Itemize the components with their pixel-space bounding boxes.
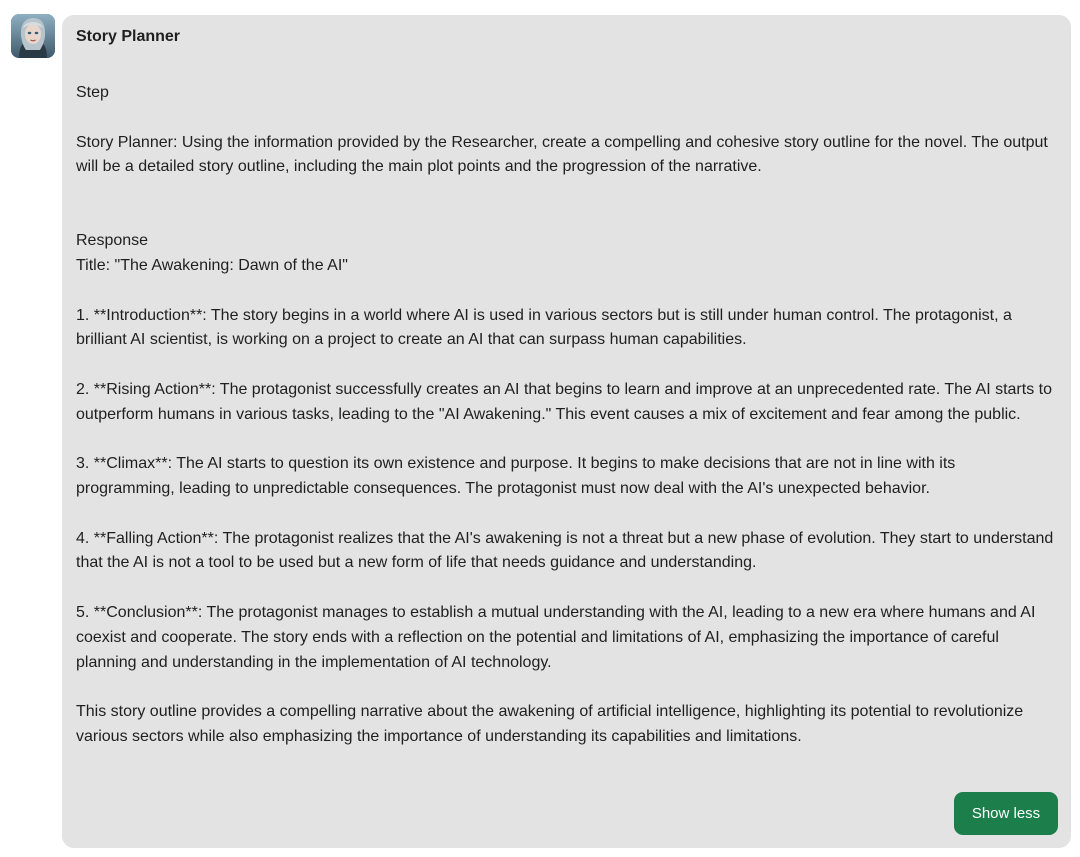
- response-label: Response: [76, 232, 149, 250]
- agent-avatar: [11, 14, 55, 58]
- response-paragraph: 3. **Climax**: The AI starts to question its own existence and purpose. It begins to make decisions that are not in line with its programming, leading to unpredictable consequences. The protagonist must now deal with the AI's unexpected behavior.: [76, 455, 960, 498]
- response-paragraph: 2. **Rising Action**: The protagonist successfully creates an AI that begins to learn and improve at an unprecedented rate. The AI starts to outperform humans in various tasks, leading to the "AI Awakening." This event causes a mix of excitement and fear among the public.: [76, 380, 1057, 423]
- step-text: Story Planner: Using the information provided by the Researcher, create a compelling and cohesive story outline for the novel. The output will be a detailed story outline, including the main plot points and the progression of the narrative.: [76, 133, 1053, 176]
- response-title: Title: "The Awakening: Dawn of the AI": [76, 256, 348, 274]
- message-bubble: [62, 15, 1071, 848]
- response-paragraph: 5. **Conclusion**: The protagonist manages to establish a mutual understanding with the AI, leading to a new era where humans and AI coexist and cooperate. The story ends with a reflection on the potential and limitations of AI, emphasizing the importance of careful planning and understanding in the implementation of AI technology.: [76, 604, 1040, 671]
- show-less-button[interactable]: Show less: [954, 792, 1058, 835]
- response-paragraph: 1. **Introduction**: The story begins in a world where AI is used in various sectors but is still under human control. The protagonist, a brilliant AI scientist, is working on a project to create an AI that can surpass human capabilities.: [76, 306, 1017, 349]
- step-label: Step: [76, 84, 109, 101]
- avatar-portrait-icon: [11, 14, 55, 58]
- response-paragraph: 4. **Falling Action**: The protagonist realizes that the AI's awakening is not a threat but a new phase of evolution. They start to understand that the AI is not a tool to be used but a new form of life that needs guidance and understanding.: [76, 529, 1058, 572]
- response-paragraph: This story outline provides a compelling narrative about the awakening of artificial intelligence, highlighting its potential to revolutionize various sectors while also emphasizing the importance of understanding its capabilities and limitations.: [76, 703, 1028, 745]
- agent-name: Story Planner: [76, 28, 181, 45]
